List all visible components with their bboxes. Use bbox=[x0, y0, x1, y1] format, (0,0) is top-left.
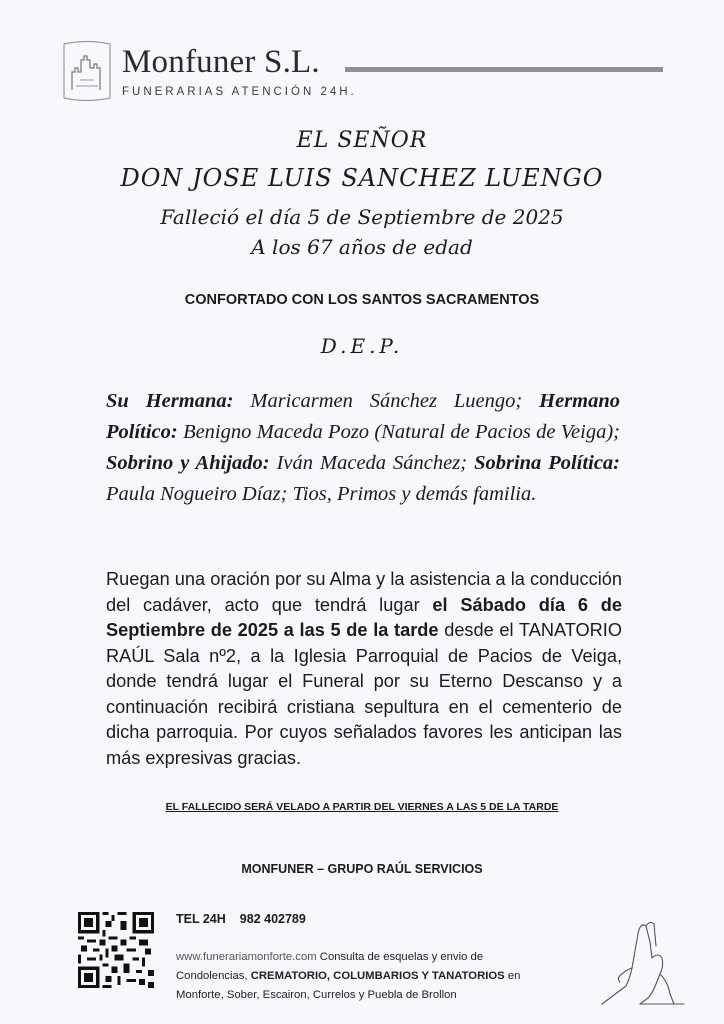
sister-name: Maricarmen Sánchez Luengo; bbox=[250, 390, 523, 412]
other-relatives: Tios, Primos y demás familia. bbox=[292, 483, 537, 505]
phone-label: TEL 24H bbox=[176, 912, 226, 926]
deceased-name: DON JOSE LUIS SANCHEZ LUENGO bbox=[120, 164, 604, 192]
family-list bbox=[106, 386, 620, 510]
brother-in-law-label: Hermano Político: bbox=[106, 390, 621, 443]
service-date-time: el Sábado día 6 de Septiembre de 2025 a las 5 de la tarde bbox=[106, 594, 622, 640]
niece-name: Paula Nogueiro Díaz; bbox=[106, 483, 288, 505]
footer-line-3: Monforte, Sober, Escairon, Currelos y Puebla de Brollon bbox=[176, 989, 457, 1001]
notice-title: EL SEÑOR bbox=[296, 128, 428, 153]
footer-line-1 bbox=[176, 951, 576, 963]
services-list: CREMATORIO, COLUMBARIOS Y TANATORIOS bbox=[250, 970, 505, 982]
brand-tagline: FUNERARIAS ATENCIÓN 24H. bbox=[122, 86, 357, 98]
qr-code-icon[interactable] bbox=[78, 912, 154, 988]
sister-label: Su Hermana: bbox=[106, 390, 234, 412]
service-location: desde el TANATORIO RAÚL Sala nº2, a la Iglesia Parroquial de Pacios de Veiga, donde tendrá lugar el Funeral por su Eterno Descanso y a continuación recibirá cristiana sepultura en el cementerio de dicha parroquia. Por cuyos señalados favores les anticipan las más expresivas gracias. bbox=[106, 620, 622, 768]
brother-in-law-name: Benigno Maceda Pozo (Natural de Pacios de Veiga); bbox=[183, 421, 620, 443]
vigil-note-row bbox=[0, 797, 724, 815]
brand-name: Monfuner S.L. bbox=[122, 44, 320, 80]
vigil-note: EL FALLECIDO SERÁ VELADO A PARTIR DEL VIERNES A LAS 5 DE LA TARDE bbox=[165, 801, 559, 813]
tower-logo-icon bbox=[58, 38, 116, 104]
website-link[interactable]: www.funerariamonforte.com bbox=[176, 951, 317, 963]
rip-line: D.E.P. bbox=[320, 334, 404, 358]
nephew-name: Iván Maceda Sánchez; bbox=[276, 452, 468, 474]
sacraments-line: CONFORTADO CON LOS SANTOS SACRAMENTOS bbox=[184, 292, 540, 308]
footer-line-2 bbox=[176, 970, 576, 982]
nephew-label: Sobrino y Ahijado: bbox=[106, 452, 270, 474]
header-divider bbox=[345, 67, 663, 72]
footer-line-2-start: Condolencias, bbox=[176, 970, 248, 982]
niece-label: Sobrina Política: bbox=[474, 452, 621, 474]
age-at-death: A los 67 años de edad bbox=[251, 235, 473, 259]
death-date: Falleció el día 5 de Septiembre de 2025 bbox=[160, 205, 564, 229]
phone-line bbox=[176, 912, 306, 926]
service-intro: Ruegan una oración por su Alma y la asistencia a la conducción del cadáver, acto que tendrá lugar bbox=[106, 569, 622, 615]
praying-hands-icon bbox=[600, 912, 686, 1008]
service-details bbox=[106, 567, 622, 771]
footer-line-1-text: Consulta de esquelas y envio de bbox=[319, 951, 484, 963]
group-name: MONFUNER – GRUPO RAÚL SERVICIOS bbox=[241, 862, 483, 876]
phone-number[interactable]: 982 402789 bbox=[239, 912, 306, 926]
footer-line-2-end: en bbox=[507, 970, 521, 982]
